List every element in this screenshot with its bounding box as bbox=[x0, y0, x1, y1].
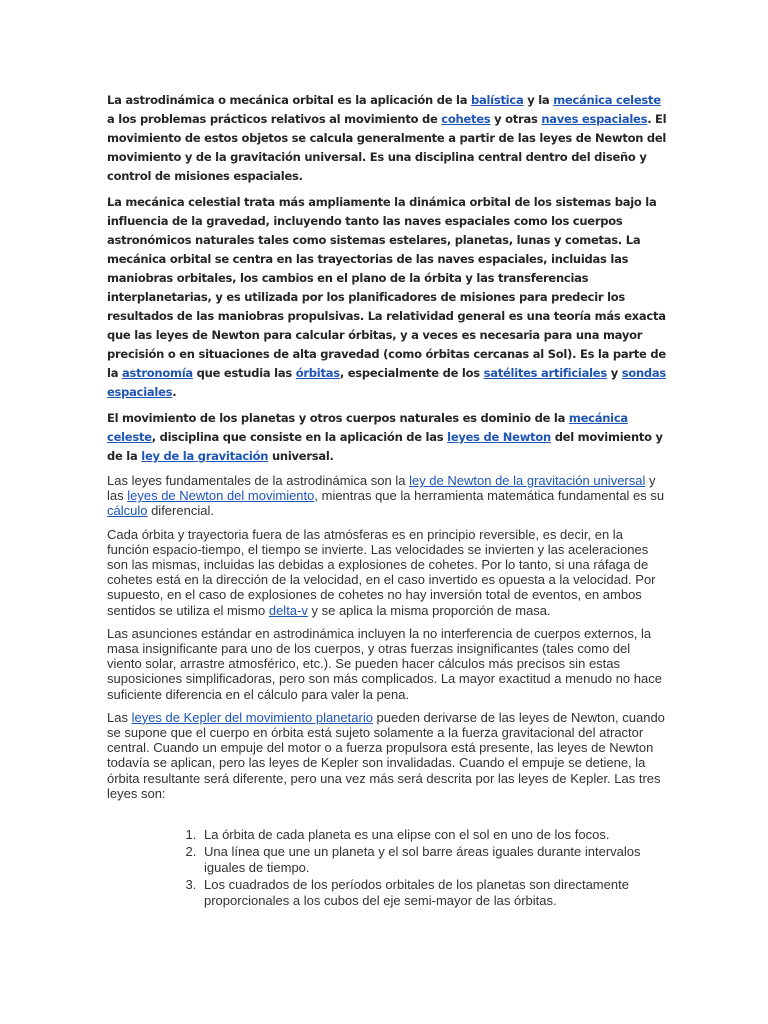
paragraph-text: Las bbox=[107, 709, 132, 725]
paragraph-text: El movimiento de los planetas y otros cuerpos naturales es dominio de la bbox=[107, 411, 569, 425]
inline-link[interactable]: mecánica celeste bbox=[107, 411, 628, 444]
paragraph-text: y otras bbox=[490, 112, 542, 126]
inline-link[interactable]: balística bbox=[470, 93, 524, 107]
paragraph-text: La mecánica celestial trata más ampliamente la dinámica orbital de los sistemas bajo la influencia de la gravedad, incluyendo tanto las naves espaciales como los cuerpos astronómicos naturales tales como sistemas estelares, planetas, lunas y cometas. La mecánica orbital se centra en las trayectorias de las naves espaciales, incluidas las maniobras orbitales, los cambios en el plano de la órbita y las transferencias interplanetarias, y es utilizada por los planificadores de misiones para predecir los resultados de las maniobras propulsivas. La relatividad general es una teoría más exacta que las leyes de Newton para calcular órbitas, y a veces es necesaria para una mayor precisión o en situaciones de alta gravedad (como órbitas cercanas al Sol). Es la parte de la bbox=[107, 195, 666, 380]
paragraph-text: a los problemas prácticos relativos al movimiento de bbox=[107, 112, 442, 126]
paragraph bbox=[107, 473, 667, 519]
inline-link[interactable]: ley de la gravitación bbox=[141, 449, 269, 463]
inline-link[interactable]: cálculo bbox=[107, 503, 148, 519]
inline-link[interactable]: órbitas bbox=[295, 366, 340, 380]
paragraph-text: , mientras que la herramienta matemática fundamental es su bbox=[314, 488, 665, 504]
paragraph-text: del movimiento y de la bbox=[107, 430, 663, 463]
list-item: 3. Los cuadrados de los períodos orbitales de los planetas son directamente proporcionales a los cubos del eje semi-mayor de las órbitas. bbox=[200, 877, 667, 910]
paragraph-text: . El movimiento de estos objetos se calcula generalmente a partir de las leyes de Newton del movimiento y de la gravitación universal. Es una disciplina central dentro del diseño y control de misiones espaciales. bbox=[107, 112, 667, 183]
inline-link[interactable]: ley de Newton de la gravitación universal bbox=[409, 473, 646, 488]
paragraph-text: . bbox=[172, 385, 177, 399]
inline-link[interactable]: leyes de Kepler del movimiento planetario bbox=[131, 709, 373, 725]
paragraph-text: pueden derivarse de las leyes de Newton, cuando se supone que el cuerpo en órbita está sujeto solamente a la fuerza gravitacional del atractor central. Cuando un empuje del motor o a fuerza propulsora está presente, las leyes de Newton todavía se aplican, pero las leyes de Kepler son invalidadas. Cuando el empuje se detiene, la órbita resultante será diferente, pero una vez más será descrita por las leyes de Kepler. Las tres leyes son: bbox=[107, 709, 665, 801]
paragraph-text: La astrodinámica o mecánica orbital es la aplicación de la bbox=[107, 93, 471, 107]
paragraph-text: y la bbox=[523, 93, 554, 107]
document-body bbox=[107, 91, 667, 910]
list-item: 2. Una línea que une un planeta y el sol barre áreas iguales durante intervalos iguales de tiempo. bbox=[200, 844, 667, 877]
inline-link[interactable]: astronomía bbox=[121, 366, 193, 380]
inline-link[interactable]: leyes de Newton bbox=[447, 430, 551, 444]
paragraph-text: universal. bbox=[268, 449, 334, 463]
inline-link[interactable]: naves espaciales bbox=[541, 112, 648, 126]
paragraph-text: , especialmente de los bbox=[339, 366, 484, 380]
paragraph-text: Cada órbita y trayectoria fuera de las atmósferas es en principio reversible, es decir, en la función espacio-tiempo, el tiempo se invierte. Las velocidades se invierten y las aceleraciones son las mismas, incluidas las debidas a explosiones de cohetes. Por lo tanto, si una ráfaga de cohetes está en la dirección de la velocidad, en el caso invertido es opuesta a la velocidad. Por supuesto, en el caso de explosiones de cohetes no hay inversión total de eventos, en ambos sentidos se utiliza el mismo bbox=[107, 526, 656, 618]
paragraph bbox=[107, 626, 667, 702]
paragraph-text: y bbox=[606, 366, 622, 380]
inline-link[interactable]: satélites artificiales bbox=[483, 366, 607, 380]
paragraph-text: Las asunciones estándar en astrodinámica incluyen la no interferencia de cuerpos externos, la masa insignificante para uno de los cuerpos, y otras fuerzas insignificantes (tales como del viento solar, arrastre atmosférico, etc.). Se pueden hacer cálculos más precisos sin estas suposiciones simplificadoras, pero son más complicados. La mayor exactitud a menudo no hace suficiente diferencia en el cálculo para valer la pena. bbox=[107, 625, 662, 702]
paragraphs bbox=[107, 91, 667, 801]
paragraph-text: y las bbox=[107, 473, 656, 504]
kepler-laws-list bbox=[107, 827, 667, 910]
paragraph bbox=[107, 409, 667, 466]
paragraph-text: que estudia las bbox=[192, 366, 296, 380]
paragraph-text: , disciplina que consiste en la aplicación de las bbox=[151, 430, 448, 444]
inline-link[interactable]: cohetes bbox=[441, 112, 491, 126]
paragraph-text: diferencial. bbox=[147, 503, 214, 519]
inline-link[interactable]: sondas espaciales bbox=[107, 366, 666, 399]
paragraph bbox=[107, 710, 667, 801]
paragraph bbox=[107, 91, 667, 186]
inline-link[interactable]: leyes de Newton del movimiento bbox=[127, 488, 315, 504]
paragraph bbox=[107, 193, 667, 402]
paragraph-text: y se aplica la misma proporción de masa. bbox=[307, 602, 551, 618]
inline-link[interactable]: delta-v bbox=[268, 602, 308, 618]
paragraph-text: Las leyes fundamentales de la astrodinámica son la bbox=[107, 473, 410, 488]
inline-link[interactable]: mecánica celeste bbox=[553, 93, 661, 107]
list-item: 1. La órbita de cada planeta es una elipse con el sol en uno de los focos. bbox=[200, 827, 667, 844]
paragraph bbox=[107, 527, 667, 618]
